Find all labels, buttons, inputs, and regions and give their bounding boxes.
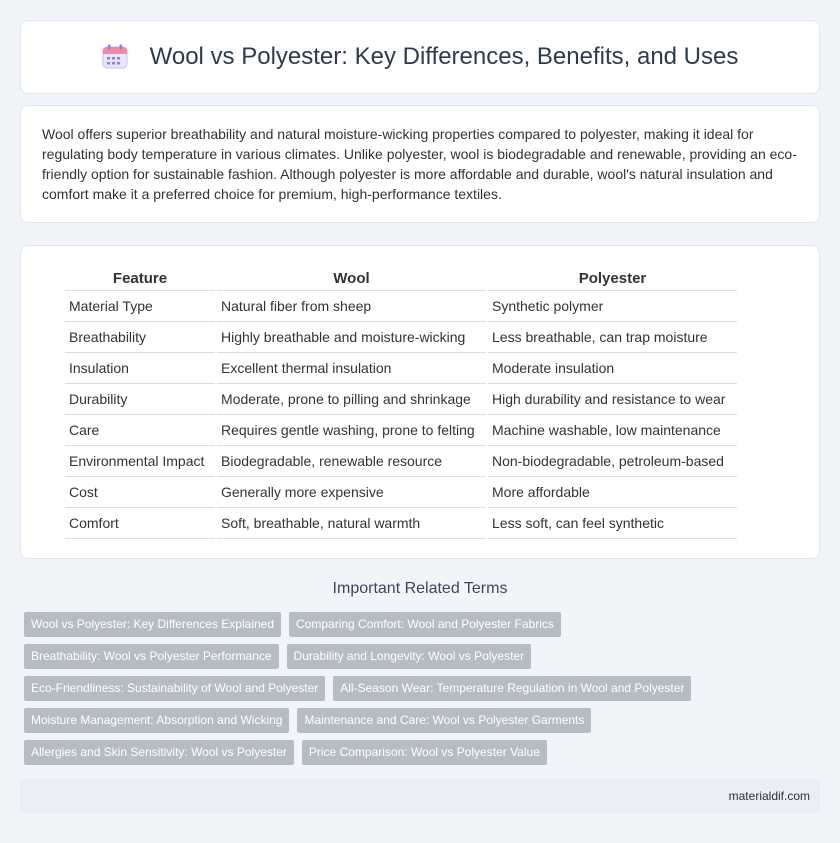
cell-feature: Durability [65, 384, 215, 415]
header-wool: Wool [217, 267, 486, 291]
cell-polyester: Less soft, can feel synthetic [488, 508, 737, 539]
header-polyester: Polyester [488, 267, 737, 291]
table-row [65, 508, 737, 539]
calendar-icon [102, 44, 128, 70]
cell-wool: Soft, breathable, natural warmth [217, 508, 486, 539]
cell-polyester: More affordable [488, 477, 737, 508]
related-term-link[interactable]: Breathability: Wool vs Polyester Performance [24, 644, 279, 669]
cell-wool: Moderate, prone to pilling and shrinkage [217, 384, 486, 415]
cell-wool: Requires gentle washing, prone to felting [217, 415, 486, 446]
cell-polyester: Less breathable, can trap moisture [488, 322, 737, 353]
table-row [65, 384, 737, 415]
related-term-link[interactable]: Eco-Friendliness: Sustainability of Wool and Polyester [24, 676, 325, 701]
cell-feature: Comfort [65, 508, 215, 539]
title-card [20, 20, 820, 94]
related-term-link[interactable]: Maintenance and Care: Wool vs Polyester Garments [297, 708, 591, 733]
related-term-link[interactable]: All-Season Wear: Temperature Regulation in Wool and Polyester [333, 676, 691, 701]
related-terms-list [24, 612, 824, 772]
footer [20, 779, 820, 813]
table-row [65, 291, 737, 322]
cell-wool: Natural fiber from sheep [217, 291, 486, 322]
tag-row [24, 612, 824, 637]
related-term-link[interactable]: Price Comparison: Wool vs Polyester Value [302, 740, 547, 765]
table-row [65, 415, 737, 446]
header-feature: Feature [65, 267, 215, 291]
comparison-card [20, 245, 820, 559]
cell-wool: Excellent thermal insulation [217, 353, 486, 384]
cell-polyester: High durability and resistance to wear [488, 384, 737, 415]
cell-polyester: Machine washable, low maintenance [488, 415, 737, 446]
related-term-link[interactable]: Comparing Comfort: Wool and Polyester Fabrics [289, 612, 561, 637]
related-term-link[interactable]: Wool vs Polyester: Key Differences Explained [24, 612, 281, 637]
footer-site-link[interactable]: materialdif.com [728, 789, 810, 803]
cell-wool: Biodegradable, renewable resource [217, 446, 486, 477]
intro-card [20, 105, 820, 223]
comparison-table [63, 267, 739, 539]
related-term-link[interactable]: Durability and Longevity: Wool vs Polyester [287, 644, 532, 669]
table-row [65, 446, 737, 477]
cell-feature: Material Type [65, 291, 215, 322]
table-header-row [65, 267, 737, 291]
tag-row [24, 740, 824, 765]
tag-row [24, 708, 824, 733]
cell-feature: Cost [65, 477, 215, 508]
cell-polyester: Synthetic polymer [488, 291, 737, 322]
cell-wool: Generally more expensive [217, 477, 486, 508]
table-row [65, 322, 737, 353]
table-row [65, 353, 737, 384]
tag-row [24, 676, 824, 701]
tag-row [24, 644, 824, 669]
related-term-link[interactable]: Moisture Management: Absorption and Wicking [24, 708, 289, 733]
related-terms-heading: Important Related Terms [332, 580, 508, 597]
intro-text: Wool offers superior breathability and natural moisture-wicking properties compared to polyester, making it ideal for regulating body temperature in various climates. Unlike polyester, wool is biodegradable and renewable, providing an eco-friendly option for sustainable fashion. Although polyester is more affordable and durable, wool's natural insulation and comfort make it a preferred choice for premium, high-performance textiles. [42, 126, 797, 202]
cell-polyester: Moderate insulation [488, 353, 737, 384]
cell-feature: Insulation [65, 353, 215, 384]
cell-feature: Breathability [65, 322, 215, 353]
page-title: Wool vs Polyester: Key Differences, Benefits, and Uses [149, 43, 739, 70]
cell-polyester: Non-biodegradable, petroleum-based [488, 446, 737, 477]
related-term-link[interactable]: Allergies and Skin Sensitivity: Wool vs Polyester [24, 740, 294, 765]
cell-feature: Environmental Impact [65, 446, 215, 477]
cell-wool: Highly breathable and moisture-wicking [217, 322, 486, 353]
table-row [65, 477, 737, 508]
cell-feature: Care [65, 415, 215, 446]
